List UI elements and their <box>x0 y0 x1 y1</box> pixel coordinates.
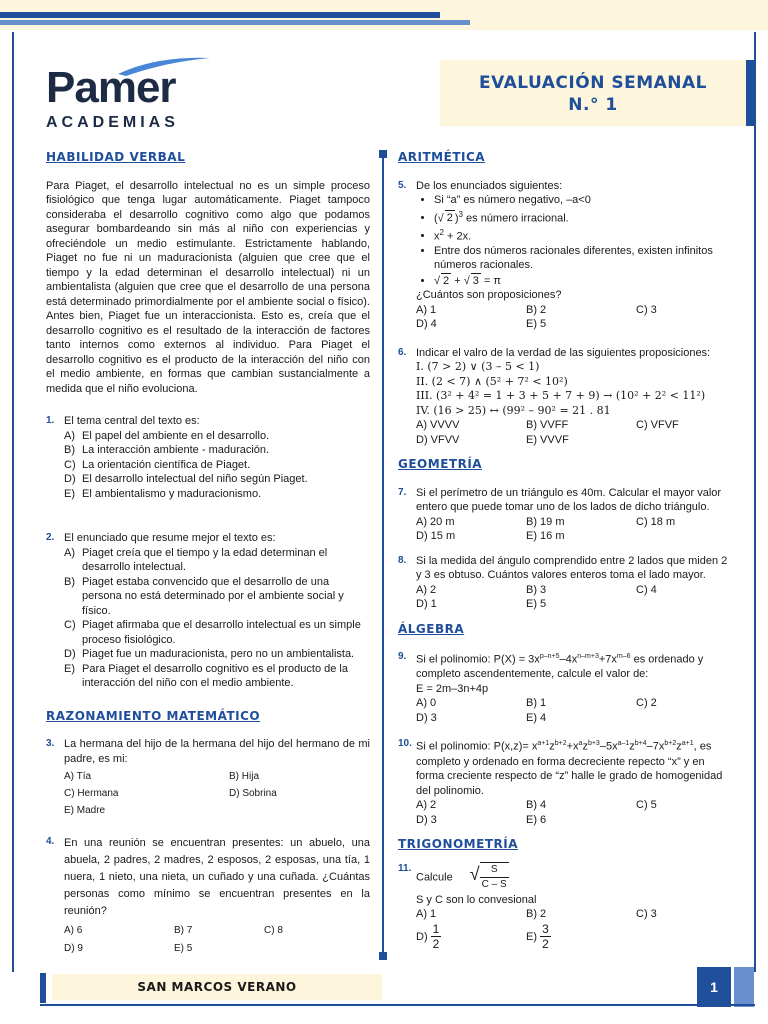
option-e: E) 6 <box>526 813 547 826</box>
option-e: E) 5 <box>526 598 547 611</box>
option-c: C) Hermana <box>64 788 119 799</box>
question-6 <box>398 346 728 448</box>
question-stem: Si el perímetro de un triángulo es 40m. Calcular el mayor valor entero que puede tomar uno de los lados de dicho triángulo. <box>416 486 722 514</box>
option-e: E) Para Piaget el desarrollo cognitivo es el producto de la interacción del niño con el medio ambiente. <box>64 662 348 689</box>
option-b: B) 1 <box>526 697 547 710</box>
question-3 <box>46 737 370 819</box>
option-b: B) VVFF <box>526 419 569 432</box>
options-grid <box>416 515 728 544</box>
option-e: E) 5 <box>526 318 547 331</box>
question-number: 4. <box>46 836 55 847</box>
page-number: 1 <box>697 967 731 1007</box>
options-grid <box>416 798 728 827</box>
option-d: D) 4 <box>416 318 437 331</box>
option-b: B) 4 <box>526 799 547 812</box>
option-c: C) 8 <box>264 925 283 936</box>
right-column <box>398 150 728 962</box>
options-grid <box>416 907 728 952</box>
reading-passage: Para Piaget, el desarrollo intelectual no es un simple proceso fisiológico que tenga lugar automáticamente. Piaget tampoco consideraba el desarrollo cognitivo como algo que podamos asegurar bombardeando sin más al niño con experiencias y ofreciéndole un medio estimulante. Estrictamente hablando, Piaget no fue ni un maduracionista (alguien que cree que el tiempo y la edad determinan el desarrollo intelectual) ni un ambientalista (alguien que cree que el desarrollo de una persona está determinado primordialmente por el ambiente social o físico). Antes bien, Piaget fue un interaccionista. Esto es, creía que el desarrollo cognitivo es el resultado de la interacción de factores tanto internos como externos al individuo. Para Piaget el desarrollo cognitivo es el producto de la interacción del niño con el medio ambiente, en formas que cambian sustancialmente a medida que el niño evoluciona. <box>46 179 370 395</box>
frame-right <box>754 32 756 972</box>
option-b: B) Hija <box>229 771 260 782</box>
question-stem: Si el polinomio: $P(x,z)= x^{a+1}z^{b+2}+x^az^{b+3}-5x^{a-1}z^{b+4}-7x^{b+2}z^{a+1}$, es completo y ordenado en forma decreciente repecto “x” y en forma creciente respecto de “z” halle le grado de homogenidad del polinomio. <box>416 740 723 797</box>
top-stripe-light <box>0 20 470 25</box>
question-number: 5. <box>398 179 407 191</box>
option-a: A) El papel del ambiente en el desarrollo. <box>64 429 270 442</box>
option-c: C) 3 <box>636 303 657 316</box>
option-c: C) 18 m <box>636 515 676 528</box>
option-d: D) 9 <box>64 943 83 954</box>
question-7 <box>398 486 728 544</box>
section-trigonometria: TRIGONOMETRÍA <box>398 837 519 852</box>
options-grid <box>416 303 728 332</box>
option-b: B) 2 <box>526 908 547 921</box>
option-d: D) 3 <box>416 711 437 724</box>
option-a: A) 20 m <box>416 515 455 528</box>
option-b: B) La interacción ambiente - maduración. <box>64 444 270 456</box>
option-b: B) 3 <box>526 583 547 596</box>
evaluation-title <box>440 60 746 116</box>
question-stem: En una reunión se encuentran presentes: un abuelo, una abuela, 2 padres, 2 madres, 2 esposos, 2 esposas, una tía, 1 nuera, 1 nieto, una nieta, un cuñado y una cuñada. ¿Cuántas personas como mínimo se encuentran presentes en la reunión? <box>64 837 370 917</box>
section-razonamiento-matematico: RAZONAMIENTO MATEMÁTICO <box>46 708 261 723</box>
column-divider <box>382 152 384 960</box>
question-number: 1. <box>46 415 55 426</box>
option-b: B) 7 <box>174 925 193 936</box>
left-column <box>46 150 370 968</box>
question-stem: Si el polinomio: $P(X) = 3x^{p-n+5}-4x^{n-m+3}+7x^{m-6}$ es ordenado y completo ascendentemente, calcule el valor de: <box>416 653 704 681</box>
question-number: 6. <box>398 346 407 358</box>
question-number: 8. <box>398 554 407 566</box>
option-c: C) La orientación científica de Piaget. <box>64 458 251 471</box>
option-e: E) VVVF <box>526 433 569 446</box>
option-d: D) Sobrina <box>229 788 277 799</box>
options-grid <box>416 418 728 447</box>
options-grid <box>416 696 728 725</box>
expression: E = 2m–3n+4p <box>416 682 489 695</box>
option-a: A) 0 <box>416 697 437 710</box>
question-stem: Calcule √ $\frac{S}{C - S}$ <box>416 862 728 893</box>
option-a: A) 1 <box>416 303 437 316</box>
statement-4: • Entre dos números racionales diferentes, existen infinitos números racionales. <box>434 244 728 273</box>
statement-5: • √ 2 + √ 3 = π <box>434 273 728 289</box>
evaluation-title-line2: N.° 1 <box>568 95 618 115</box>
option-b: B) Piaget estaba convencido que el desarrollo de una persona no está determinado por el ambiente social y físico. <box>64 575 344 617</box>
radical-expression: √ $\frac{S}{C - S}$ <box>470 862 509 893</box>
option-d: D) Piaget fue un maduracionista, pero no un ambientalista. <box>64 648 355 660</box>
statement-1: • Si “a” es número negativo, –a<0 <box>434 193 728 208</box>
question-number: 2. <box>46 532 55 543</box>
option-c: C) 4 <box>636 583 657 596</box>
option-e: E) 4 <box>526 711 547 724</box>
option-d: D) 1 <box>416 598 437 611</box>
question-stem: Indicar el valro de la verdad de las siguientes proposiciones: <box>416 346 711 359</box>
option-a: A) 2 <box>416 583 437 596</box>
footer-accent <box>40 973 46 1003</box>
option-e: E) 5 <box>174 943 193 954</box>
question-11 <box>398 862 728 952</box>
proposition-3: III. (3² + 4² = 1 + 3 + 5 + 7 + 9) → (10² + 2² < 11²) <box>416 389 706 403</box>
proposition-2: II. (2 < 7) ∧ (5² + 7² < 10²) <box>416 374 568 388</box>
evaluation-title-line1: EVALUACIÓN SEMANAL <box>479 73 707 93</box>
option-a: A) 1 <box>416 908 437 921</box>
section-algebra: ÁLGEBRA <box>398 621 465 636</box>
question-number: 9. <box>398 651 407 663</box>
question-5 <box>398 179 728 332</box>
question-number: 10. <box>398 738 412 750</box>
top-stripe-dark <box>0 12 440 18</box>
question-9 <box>398 650 728 725</box>
options-grid <box>416 583 728 612</box>
proposition-1: I. (7 > 2) ∨ (3 – 5 < 1) <box>416 360 540 374</box>
question-10 <box>398 737 728 827</box>
option-a: A) 2 <box>416 799 437 812</box>
option-c: C) 2 <box>636 697 657 710</box>
proposition-4: IV. (16 > 25) ↔ (99² – 90² = 21 . 81 <box>416 403 611 417</box>
option-a: A) VVVV <box>416 419 460 432</box>
frame-left <box>12 32 14 972</box>
option-c: C) 5 <box>636 799 657 812</box>
footer-label: SAN MARCOS VERANO <box>137 980 297 994</box>
option-b: B) 19 m <box>526 515 565 528</box>
option-b: B) 2 <box>526 303 547 316</box>
options-grid <box>64 768 370 819</box>
question-stem: Si la medida del ángulo comprendido entre 2 lados que miden 2 y 3 es obtuso. Cuántos valores enteros toma el lado mayor. <box>416 554 728 582</box>
option-a: A) Piaget creía que el tiempo y la edad determinan el desarrollo intelectual. <box>64 546 328 573</box>
options-grid <box>64 922 370 958</box>
question-1 <box>46 414 370 501</box>
logo-subtitle: ACADEMIAS <box>46 114 179 131</box>
option-e: E) Madre <box>64 805 106 816</box>
question-number: 7. <box>398 486 407 498</box>
question-number: 3. <box>46 738 55 749</box>
question-stem: La hermana del hijo de la hermana del hijo del hermano de mi padre, es mi: <box>64 738 370 765</box>
option-d: D) $\frac{1}{2}$ <box>416 921 440 952</box>
question-stem: El enunciado que resume mejor el texto es: <box>64 532 276 544</box>
bottom-rule <box>40 1004 755 1006</box>
option-a: A) 6 <box>64 925 83 936</box>
evaluation-title-box <box>440 60 754 126</box>
statement-list <box>416 193 728 288</box>
option-a: A) Tía <box>64 771 92 782</box>
question-stem: El tema central del texto es: <box>64 415 200 427</box>
question-2 <box>46 531 370 691</box>
option-d: D) 3 <box>416 813 437 826</box>
option-c: C) Piaget afirmaba que el desarrollo intelectual es un simple proceso fisiológico. <box>64 619 361 646</box>
logo-swoosh-icon <box>116 54 212 76</box>
question-number: 11. <box>398 862 412 874</box>
section-geometria: GEOMETRÍA <box>398 457 483 472</box>
statement-3: • $x^2 + 2x$. <box>434 226 728 244</box>
pamer-logo <box>46 63 206 138</box>
divider-dot-bottom <box>379 952 387 960</box>
note-line: S y C son lo convesional <box>416 893 537 906</box>
option-c: C) 3 <box>636 908 657 921</box>
option-e: E) 16 m <box>526 530 565 543</box>
logo-wordmark: Pamer <box>46 63 176 112</box>
divider-dot-top <box>379 150 387 158</box>
page-number-side <box>734 967 754 1007</box>
question-4 <box>46 835 370 958</box>
option-d: D) 15 m <box>416 530 456 543</box>
question-stem: De los enunciados siguientes: <box>416 179 563 192</box>
statement-2: • (√ 2 )$^3$ es número irracional. <box>434 208 728 226</box>
option-c: C) VFVF <box>636 419 679 432</box>
option-e: E) El ambientalismo y maduracionismo. <box>64 487 262 500</box>
section-habilidad-verbal: HABILIDAD VERBAL <box>46 150 186 164</box>
option-e: E) $\frac{3}{2}$ <box>526 921 549 952</box>
option-d: D) VFVV <box>416 433 460 446</box>
section-aritmetica: ARITMÉTICA <box>398 150 486 164</box>
option-d: D) El desarrollo intelectual del niño según Piaget. <box>64 473 308 485</box>
question-prompt: ¿Cuántos son proposiciones? <box>416 289 562 302</box>
question-8 <box>398 554 728 612</box>
